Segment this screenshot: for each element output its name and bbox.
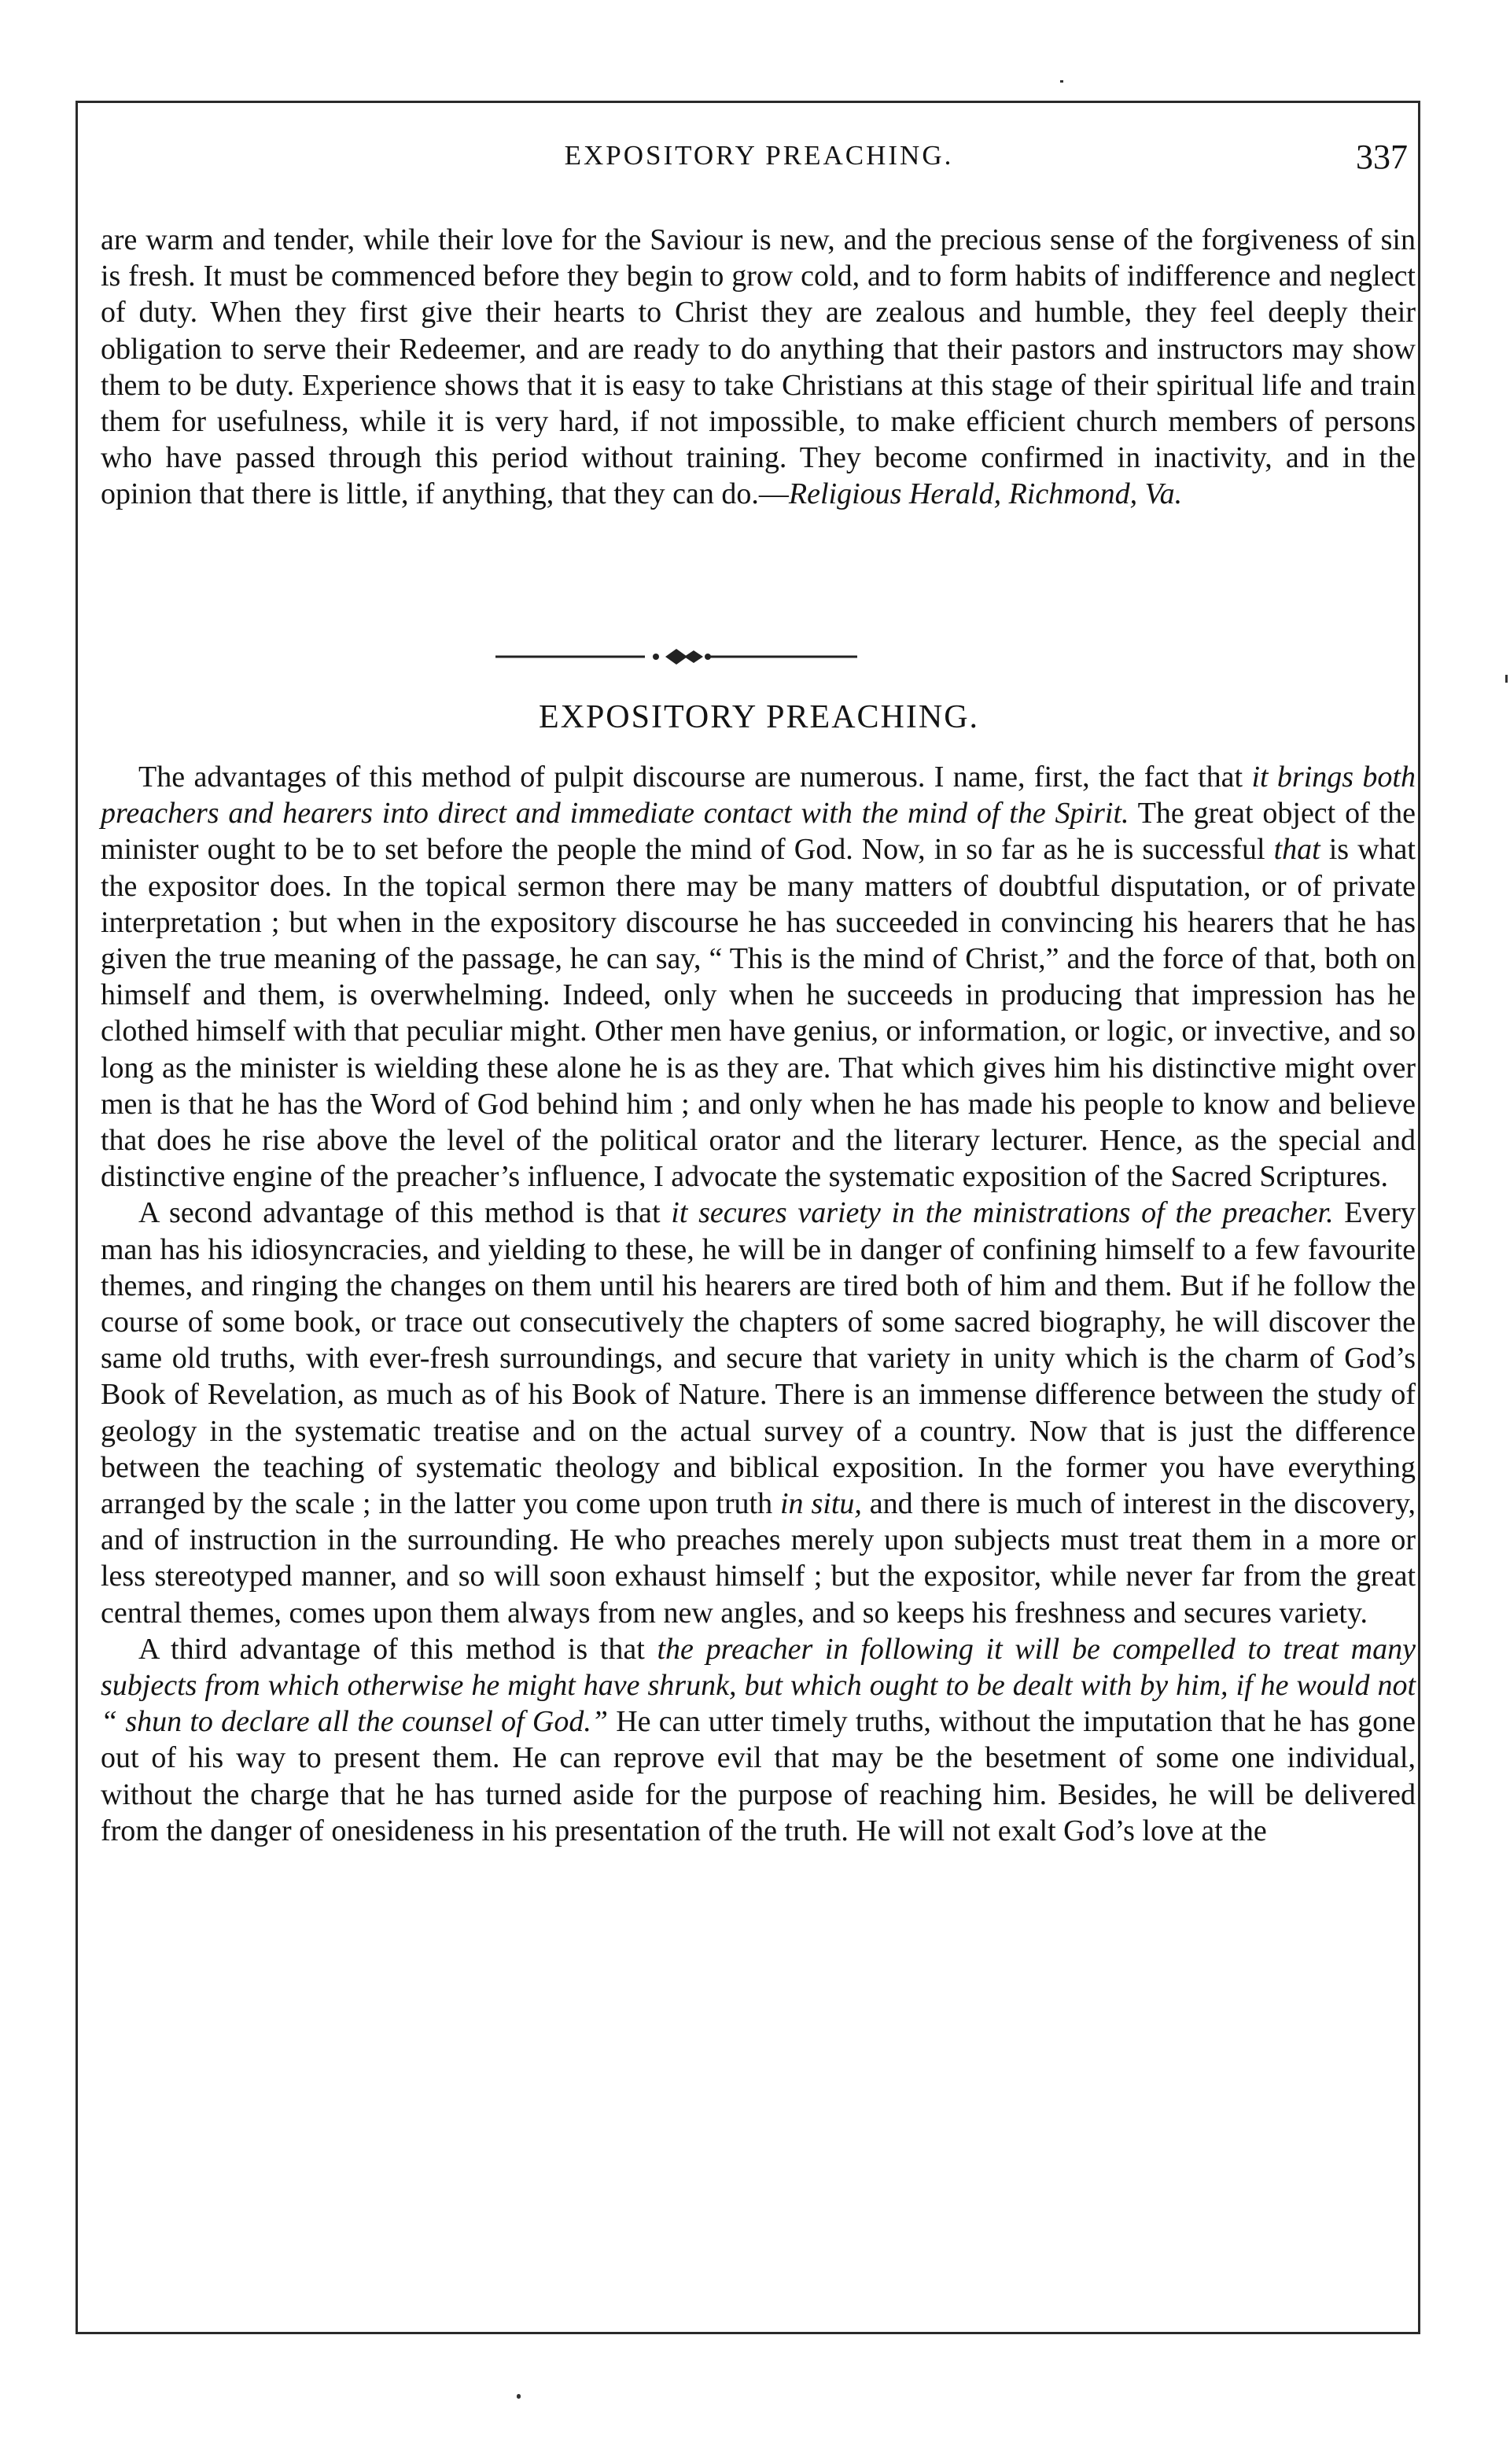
paragraph-text: A second advantage of this method is that bbox=[138, 1196, 672, 1230]
article-body bbox=[101, 759, 1416, 1849]
paragraph-second-advantage bbox=[101, 1195, 1416, 1630]
italic-phrase: in situ, bbox=[780, 1487, 862, 1521]
article-title: EXPOSITORY PREACHING. bbox=[538, 699, 980, 735]
margin-speck bbox=[1505, 675, 1508, 683]
paragraph-text: is what the expositor does. In the topical sermon there may be many matters of doubtful disputation, or of private interpretation ; but when in the expository discourse he has succeeded in convincing his hearers that he has given the true meaning of the passage, he can say, “ This is the mind of Christ,” and the force of that, both on himself and them, is overwhelming. Indeed, only when he succeeds in producing that impression has he clothed himself with that peculiar might. Other men have genius, or information, or logic, or invective, and so long as the minister is wielding these alone he is as they are. That which gives him his distinctive might over men is that he has the Word of God behind him ; and only when he has made his people to know and believe that does he rise above the level of the political orator and the literary lecturer. Hence, as the special and distinctive engine of the preacher’s influence, I advocate the systematic exposition of the Sacred Scriptures. bbox=[101, 833, 1416, 1194]
paragraph-text: and there is much of interest in the discovery, and of instruction in the surrounding. He who preaches merely upon subjects must treat them in a more or less stereotyped manner, and so will soon exhaust himself ; but the expositor, while never far from the great central themes, comes upon them always from new angles, and so keeps his freshness and secures variety. bbox=[101, 1487, 1416, 1630]
paragraph-third-advantage bbox=[101, 1631, 1416, 1849]
ornament-divider bbox=[488, 645, 865, 668]
paragraph-text: Every man has his idiosyncracies, and yielding to these, he will be in danger of confining himself to a few favourite themes, and ringing the changes on them until his hearers are tired both of him and them. But if he follow the course of some book, or trace out consecutively the chapters of some sacred biography, he will discover the same old truths, with ever-fresh surroundings, and secure that variety in unity which is the charm of God’s Book of Revelation, as much as of his Book of Nature. There is an immense difference between the study of geology in the systematic treatise and on the actual survey of a country. Now that is just the difference between the teaching of systematic theology and biblical exposition. In the former you have everything arranged by the scale ; in the latter you come upon truth bbox=[101, 1196, 1416, 1521]
paragraph-text: A third advantage of this method is that bbox=[138, 1632, 657, 1666]
top-speck bbox=[1060, 80, 1063, 83]
italic-phrase: it secures variety in the ministrations of the preacher. bbox=[671, 1196, 1334, 1230]
paragraph-text: The great object of the minister ought to be to set before the people the mind of God. Now, in so far as he is successful bbox=[101, 797, 1416, 867]
page-number: 337 bbox=[1356, 138, 1408, 176]
bottom-speck bbox=[517, 2394, 521, 2399]
italic-phrase: that bbox=[1273, 833, 1320, 867]
continuation-block bbox=[101, 222, 1416, 513]
source-citation: Religious Herald, Richmond, Va. bbox=[788, 477, 1183, 511]
continuation-text: are warm and tender, while their love for the Saviour is new, and the precious sense of the forgiveness of sin is fresh. It must be commenced before they begin to grow cold, and to form habits of indifference and neglect of duty. When they first give their hearts to Christ they are zealous and humble, they feel deeply their obligation to serve their Redeemer, and are ready to do anything that their pastors and instructors may show them to be duty. Experience shows that it is easy to take Christians at this stage of their spiritual life and train them for usefulness, while it is very hard, if not impossible, to make efficient church members of persons who have passed through this period without training. They become confirmed in inactivity, and in the opinion that there is little, if anything, that they can do.— bbox=[101, 223, 1416, 511]
paragraph-text: The advantages of this method of pulpit discourse are numerous. I name, first, the fact that bbox=[138, 761, 1252, 794]
running-title: EXPOSITORY PREACHING. bbox=[564, 140, 954, 171]
running-head bbox=[102, 140, 1416, 187]
italic-phrase: the preacher in following it will be compelled to treat many subjects from which otherwise he might have shrunk, but which ought to be dealt with by him, if he would not “ shun to declare all the counsel of God.” bbox=[101, 1632, 1416, 1739]
paragraph-text: He can utter timely truths, without the imputation that he has gone out of his way to present them. He can reprove evil that may be the besetment of some one individual, without the charge that he has turned aside for the purpose of reaching him. Besides, he will be delivered from the danger of onesideness in his presentation of the truth. He will not exalt God’s love at the bbox=[101, 1705, 1416, 1847]
paragraph-first-advantage bbox=[101, 759, 1416, 1195]
continuation-paragraph bbox=[101, 222, 1416, 513]
italic-phrase: it brings both preachers and hearers into direct and immediate contact with the mind of the Spirit. bbox=[101, 761, 1416, 831]
